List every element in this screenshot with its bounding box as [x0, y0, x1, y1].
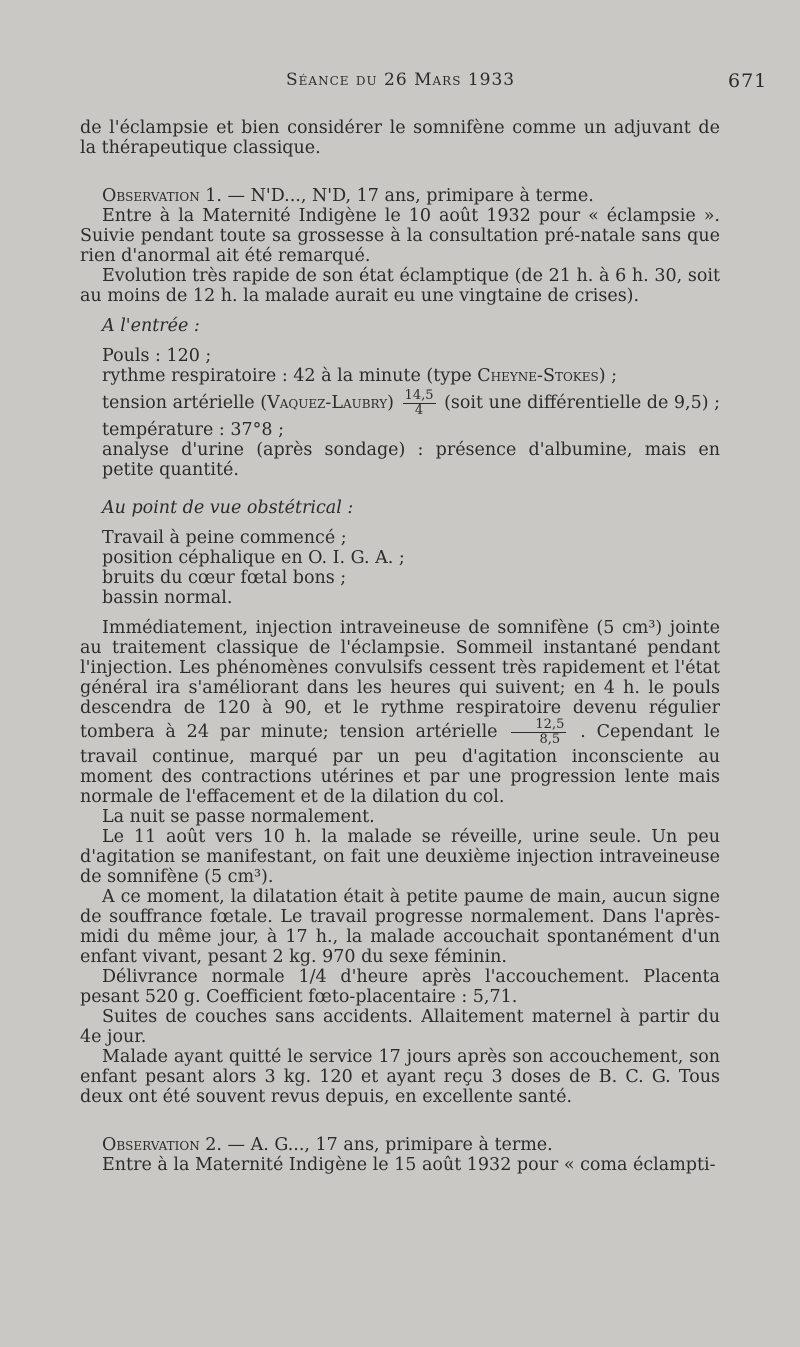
immediatement-paragraph — [80, 618, 720, 807]
observation-1-paragraph-evolution: Evolution très rapide de son état éclamptique (de 21 h. à 6 h. 30, soit au moins de 12 h. la malade aurait eu une vingtaine de crises). — [80, 266, 720, 306]
rythme-line — [80, 366, 720, 386]
nuit-paragraph: La nuit se passe normalement. — [102, 807, 375, 827]
tension-text-b: ) — [387, 393, 394, 413]
obstetrical-heading: Au point de vue obstétrical : — [102, 498, 354, 518]
position-line: position céphalique en O. I. G. A. ; — [102, 548, 405, 568]
observation-2-label: Observation — [102, 1135, 200, 1155]
suites-paragraph: Suites de couches sans accidents. Allaitement maternel à partir du 4e jour. — [80, 1007, 720, 1047]
tension-2-numerator: 12,5 — [511, 718, 566, 733]
observation-2-number: 2. — [205, 1135, 222, 1155]
rythme-text-a: rythme respiratoire : 42 à la minute (type — [102, 366, 478, 386]
reveil-paragraph: Le 11 août vers 10 h. la malade se réveille, urine seule. Un peu d'agitation se manifestant, on fait une deuxième injection intraveineuse de somnifène (5 cm³). — [80, 827, 720, 887]
delivrance-paragraph: Délivrance normale 1/4 d'heure après l'accouchement. Placenta pesant 520 g. Coefficient fœto-placentaire : 5,71. — [80, 967, 720, 1007]
tension-eponym: Vaquez-Laubry — [267, 393, 388, 413]
observation-1-paragraph-entry: Entre à la Maternité Indigène le 10 août 1932 pour « éclampsie ». Suivie pendant toute sa grossesse à la consultation pré-natale sans que rien d'anormal ait été remarqué. — [80, 206, 720, 266]
observation-1-heading-rest: — N'D..., N'D, 17 ans, primipare à terme. — [221, 186, 594, 206]
dilatation-paragraph: A ce moment, la dilatation était à petite paume de main, aucun signe de souffrance fœtale. Le travail progresse normalement. Dans l'après-midi du même jour, à 17 h., la malade accouchait spontanément d'un enfant vivant, pesant 2 kg. 970 du sexe féminin. — [80, 887, 720, 967]
tension-numerator: 14,5 — [404, 388, 434, 403]
entree-heading: A l'entrée : — [102, 316, 200, 336]
pouls-line: Pouls : 120 ; — [102, 346, 212, 366]
analyse-line: analyse d'urine (après sondage) : présence d'albumine, mais en petite quantité. — [102, 440, 720, 480]
rythme-text-b: ) ; — [598, 366, 618, 386]
observation-2-paragraph-entry: Entre à la Maternité Indigène le 15 août 1932 pour « coma éclampti- — [102, 1155, 716, 1175]
observation-2-heading-rest: — A. G..., 17 ans, primipare à terme. — [221, 1135, 553, 1155]
observation-1-label: Observation — [102, 186, 200, 206]
running-header — [0, 70, 800, 94]
bruits-line: bruits du cœur fœtal bons ; — [102, 568, 347, 588]
header-title: Séance du 26 Mars 1933 — [286, 70, 516, 90]
tension-text-c: (soit une différentielle de 9,5) ; — [444, 393, 720, 413]
malade-paragraph: Malade ayant quitté le service 17 jours après son accouchement, son enfant pesant alors 3 kg. 120 et ayant reçu 3 doses de B. C. G. Tous deux ont été souvent revus depuis, en excellente santé. — [80, 1047, 720, 1107]
tension-2-fraction — [511, 718, 566, 747]
bassin-line: bassin normal. — [102, 588, 233, 608]
immediatement-text-b: . Cependant le travail continue, marqué par un peu d'agitation inconsciente au moment des contractions utérines et par une progression lente mais normale de l'effacement et de la dilation du col. — [80, 722, 720, 807]
observation-1-number: 1. — [205, 186, 222, 206]
tension-fraction — [403, 389, 436, 418]
tension-2-denominator: 8,5 — [539, 732, 561, 747]
tension-line — [80, 386, 720, 420]
tension-text-a: tension artérielle ( — [102, 393, 268, 413]
tension-denominator: 4 — [414, 403, 424, 418]
immediatement-text-a: Immédiatement, injection intraveineuse de somnifène (5 cm³) jointe au traitement classique de l'éclampsie. Sommeil instantané pendant l'injection. Les phénomènes convulsifs cessent très rapidement et l'état général ira s'améliorant dans les heures qui suivent; en 4 h. le pouls descendra de 120 à 90, et le rythme respiratoire devenu régulier tombera à 24 par minute; tension artérielle — [80, 618, 720, 742]
temperature-line: température : 37°8 ; — [102, 420, 284, 440]
travail-line: Travail à peine commencé ; — [102, 528, 347, 548]
rythme-eponym: Cheyne-Stokes — [477, 366, 599, 386]
page-number: 671 — [728, 70, 768, 92]
intro-paragraph: de l'éclampsie et bien considérer le somnifène comme un adjuvant de la thérapeutique classique. — [80, 118, 720, 158]
observation-2-heading — [80, 1135, 720, 1155]
page-body — [80, 118, 720, 1175]
observation-1-heading — [80, 186, 720, 206]
